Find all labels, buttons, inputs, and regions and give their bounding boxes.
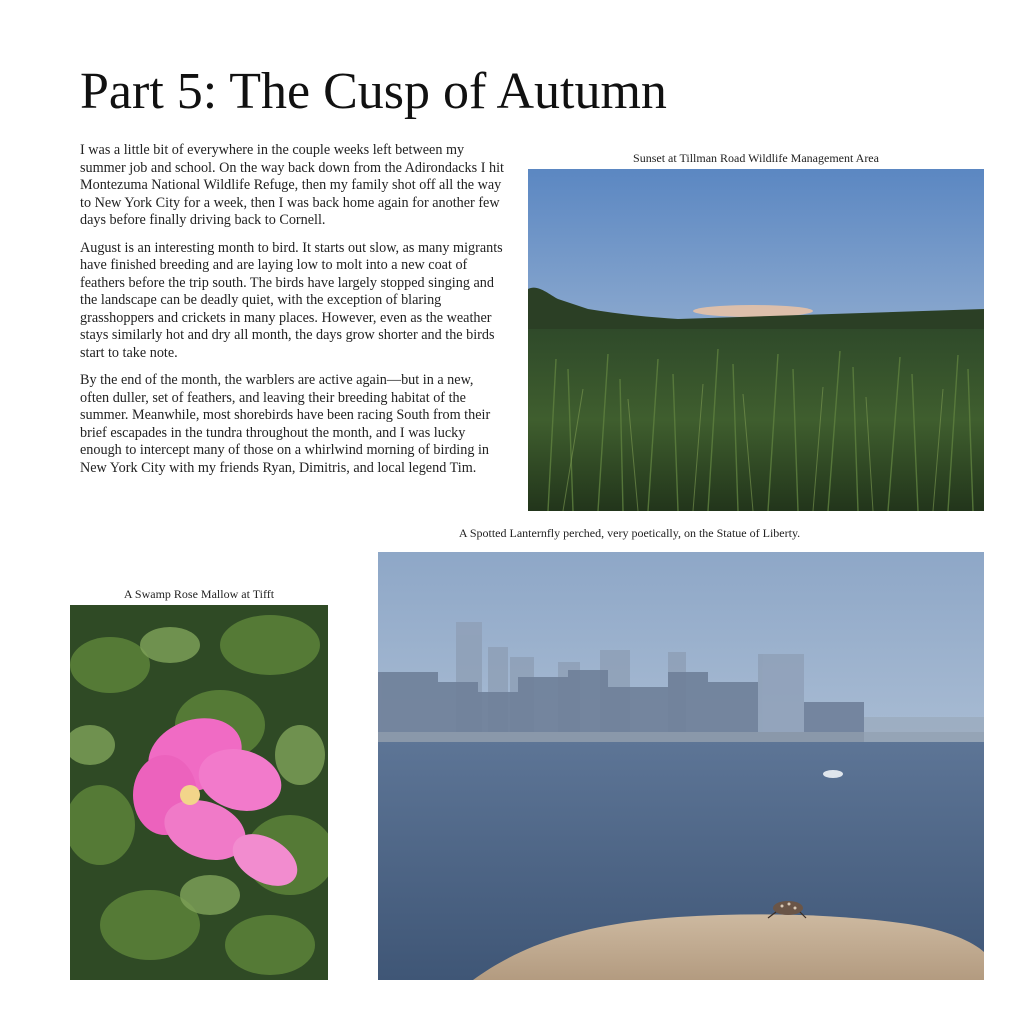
mallow-photo: [70, 605, 328, 980]
paragraph: August is an interesting month to bird. It starts out slow, as many migrants have finished breeding and are laying low to molt into a new coat of feathers before the trip south. The birds have largely stopped singing and the landscape can be deadly quiet, with the exception of blaring grasshoppers and crickets in many places. However, even as the weather stays similarly hot and dry all month, the days grow shorter and the birds start to take note.: [80, 239, 503, 361]
mallow-caption: A Swamp Rose Mallow at Tifft: [123, 587, 275, 601]
sunset-photo: [528, 169, 984, 511]
article-body: [80, 142, 505, 487]
sunset-caption: Sunset at Tillman Road Wildlife Management Area: [633, 151, 879, 165]
lanternfly-caption: A Spotted Lanternfly perched, very poetically, on the Statue of Liberty.: [458, 526, 801, 540]
paragraph: By the end of the month, the warblers are active again—but in a new, often duller, set of feathers, and leaving their breeding habitat of the summer. Meanwhile, most shorebirds have been racing South from their brief escapades in the tundra throughout the month, and I was lucky enough to intercept many of those on a whirlwind morning of birding in New York City with my friends Ryan, Dimitris, and local legend Tim.: [80, 372, 491, 476]
page-title: Part 5: The Cusp of Autumn: [80, 63, 667, 120]
paragraph: I was a little bit of everywhere in the couple weeks left between my summer job and school. On the way back down from the Adirondacks I hit Montezuma National Wildlife Refuge, then my family shot off all the way to New York City for a week, then I was back home again for another few days before finally driving back to Cornell.: [80, 142, 504, 228]
lanternfly-photo: [378, 552, 984, 980]
